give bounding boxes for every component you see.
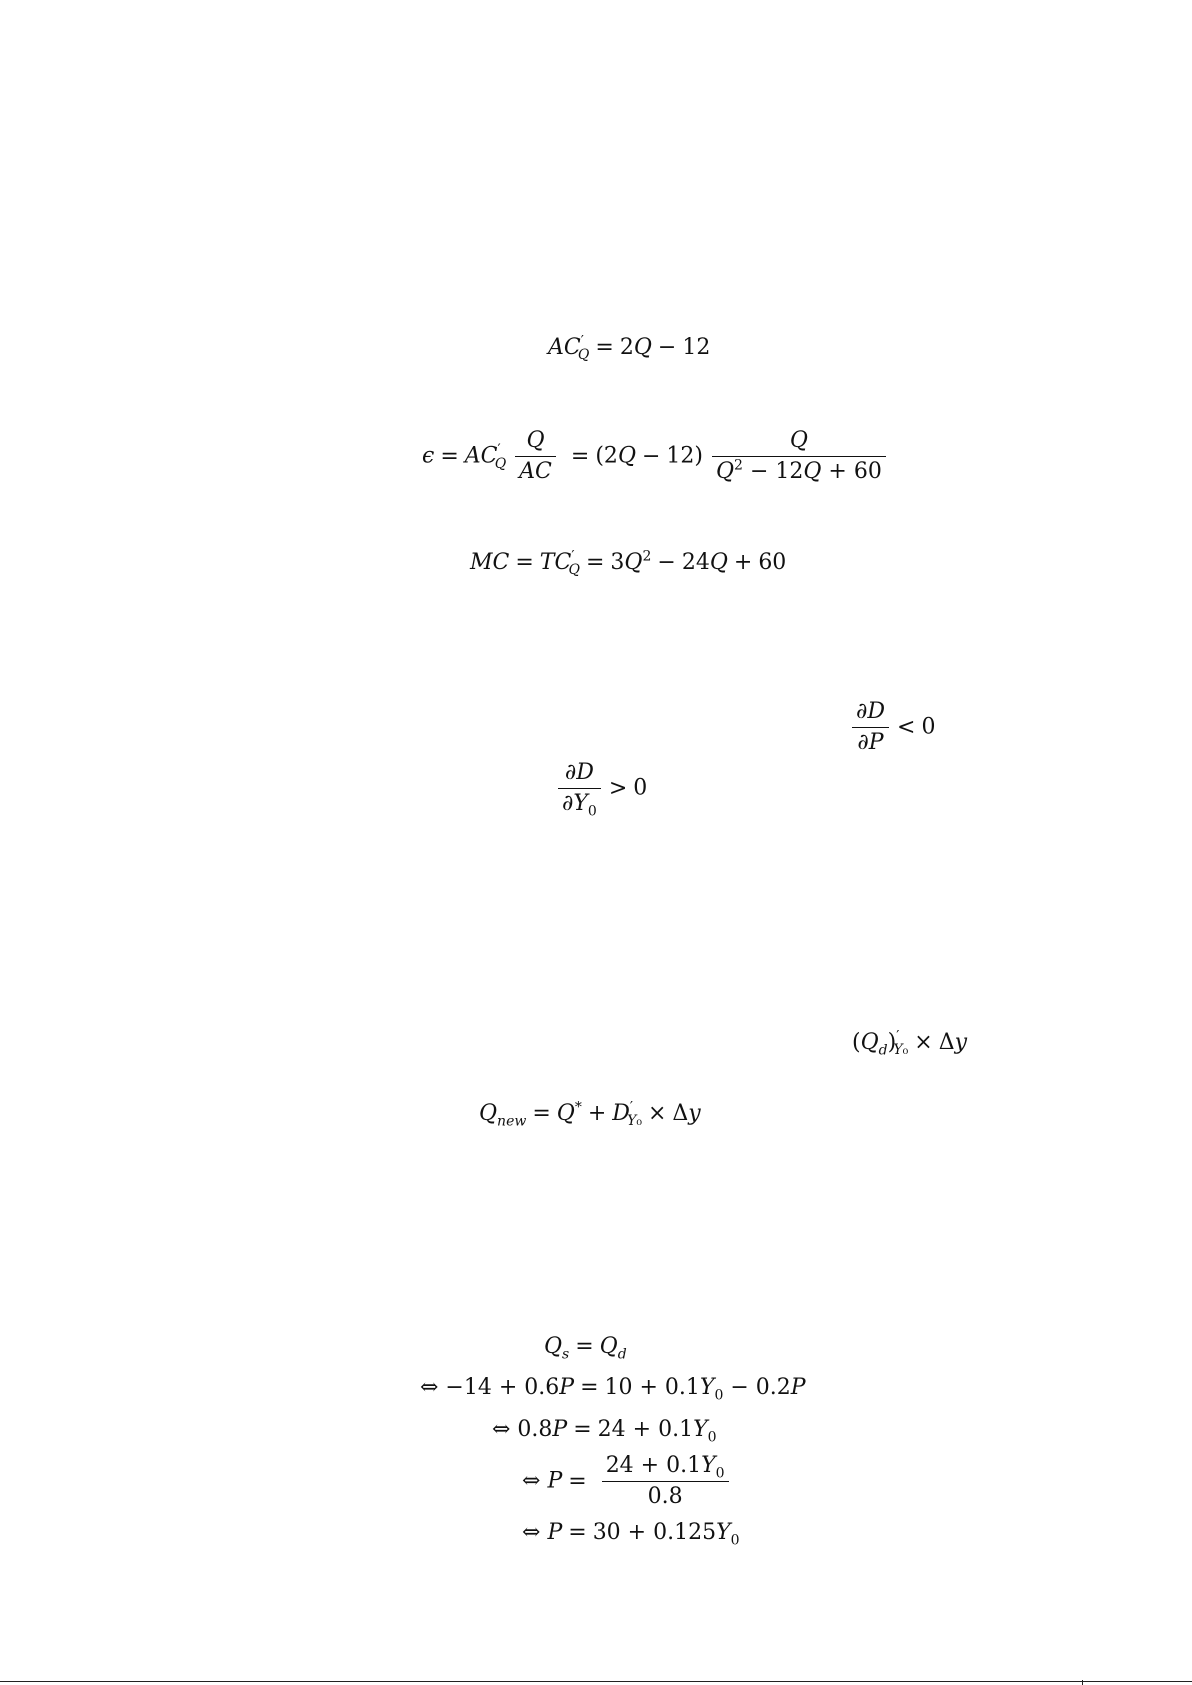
equation-q-new: $Q_{new} = Q^* + D'_{Y_0} \times \Delta y$ <box>479 1099 701 1130</box>
system-line-1: $Q_s = Q_d$ <box>544 1334 627 1363</box>
equation-marginal-cost: MC = $TC'_Q = 3Q^2 - 24Q + 60$ <box>470 548 787 579</box>
equation-dD-dY0: $\frac{\partial D}{\partial Y_0}$ > 0 <box>556 762 647 815</box>
equation-dD-dP: $\frac{\partial D}{\partial P}$ < 0 <box>850 701 935 754</box>
system-line-2: ⇔ $-14 + 0.6P = 10 + 0.1Y_0 - 0.2P$ <box>420 1375 806 1404</box>
system-line-4: ⇔ P = $\frac{24 + 0.1Y_0}{0.8}$ <box>522 1455 731 1508</box>
equation-qd-prime: $(Q_d)'_{Y_0} \times \Delta y$ <box>852 1028 968 1059</box>
equation-ac-prime: $AC'_Q = 2Q - 12$ <box>548 333 711 364</box>
system-line-3: ⇔ $0.8P = 24 + 0.1Y_0$ <box>492 1417 717 1446</box>
system-line-5: ⇔ $P = 30 + 0.125Y_0$ <box>522 1520 740 1549</box>
page-footer-rule <box>0 1681 1192 1682</box>
equation-elasticity: $\epsilon = AC'_Q$ $\frac{Q}{AC}$ = (2Q − 12) $\frac{Q}{Q^2 - 12Q + 60}$ <box>422 430 888 483</box>
page-footer-tick <box>1082 1680 1083 1685</box>
